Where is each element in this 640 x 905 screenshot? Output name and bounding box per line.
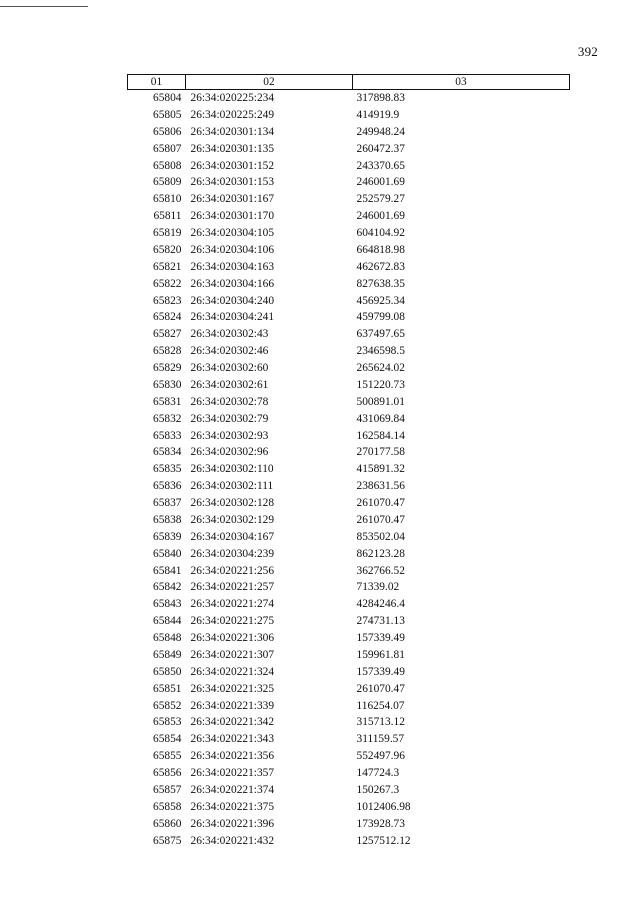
row-number-cell: 65806 [153, 125, 182, 138]
value-cell: 249948.24 [356, 125, 405, 138]
row-number-cell: 65839 [153, 530, 182, 543]
row-number-cell: 65838 [153, 513, 182, 526]
cadastral-number-cell: 26:34:020221:342 [190, 716, 275, 729]
row-number-cell: 65807 [153, 142, 182, 155]
cadastral-number-cell: 26:34:020221:356 [190, 750, 275, 763]
value-cell: 270177.58 [356, 446, 405, 459]
row-number-cell: 65823 [153, 294, 182, 307]
table-row [128, 309, 570, 326]
cadastral-number-cell: 26:34:020221:307 [190, 648, 275, 661]
row-number-cell: 65853 [153, 716, 182, 729]
row-number-cell: 65848 [153, 632, 182, 644]
cadastral-number-cell: 26:34:020225:249 [190, 108, 275, 121]
value-cell: 415891.32 [356, 463, 405, 476]
row-number-cell: 65875 [153, 834, 182, 847]
table-row [128, 259, 570, 276]
value-cell: 311159.57 [356, 733, 405, 746]
table-row [128, 512, 570, 529]
table-row [128, 141, 570, 158]
cadastral-number-cell: 26:34:020221:375 [190, 800, 275, 813]
table-row [128, 107, 570, 124]
cadastral-number-cell: 26:34:020301:134 [190, 125, 275, 138]
table-row [128, 411, 570, 428]
value-cell: 157339.49 [356, 632, 405, 644]
table-row [128, 276, 570, 293]
table-row [128, 681, 570, 698]
cadastral-number-cell: 26:34:020221:343 [190, 733, 275, 746]
table-row [128, 748, 570, 765]
table-row [128, 799, 570, 816]
value-cell: 664818.98 [356, 243, 405, 256]
value-cell: 414919.9 [356, 108, 400, 121]
value-cell: 462672.83 [356, 260, 405, 273]
row-number-cell: 65841 [153, 564, 182, 577]
row-number-cell: 65805 [153, 108, 182, 121]
value-cell: 827638.35 [356, 277, 405, 290]
table-row [128, 242, 570, 259]
table-row [128, 293, 570, 310]
value-cell: 261070.47 [356, 497, 405, 509]
row-number-cell: 65855 [153, 750, 182, 763]
value-cell: 853502.04 [356, 530, 405, 543]
row-number-cell: 65827 [153, 328, 182, 341]
row-number-cell: 65837 [153, 497, 182, 509]
table-row [128, 225, 570, 242]
cadastral-number-cell: 26:34:020302:61 [190, 378, 269, 391]
column-header-02: 02 [186, 75, 353, 90]
table-row [128, 731, 570, 748]
value-cell: 274731.13 [356, 615, 405, 628]
cadastral-number-cell: 26:34:020304:240 [190, 294, 275, 307]
column-header-01: 01 [128, 75, 186, 90]
cadastral-number-cell: 26:34:020304:167 [190, 530, 275, 543]
cadastral-number-cell: 26:34:020225:234 [190, 92, 275, 104]
table-body [128, 90, 570, 850]
table-row [128, 394, 570, 411]
row-number-cell: 65808 [153, 159, 182, 172]
cadastral-number-cell: 26:34:020304:106 [190, 243, 275, 256]
cadastral-number-cell: 26:34:020304:163 [190, 260, 275, 273]
value-cell: 151220.73 [356, 378, 405, 391]
value-cell: 862123.28 [356, 547, 405, 560]
row-number-cell: 65852 [153, 699, 182, 712]
value-cell: 238631.56 [356, 480, 405, 493]
cadastral-number-cell: 26:34:020302:43 [190, 328, 269, 341]
row-number-cell: 65832 [153, 412, 182, 425]
cadastral-number-cell: 26:34:020221:374 [190, 783, 275, 796]
table-row [128, 90, 570, 107]
data-table [127, 74, 570, 849]
value-cell: 159961.81 [356, 648, 405, 661]
value-cell: 162584.14 [356, 429, 405, 442]
cadastral-number-cell: 26:34:020302:110 [190, 463, 274, 476]
row-number-cell: 65820 [153, 243, 182, 256]
cadastral-number-cell: 26:34:020304:241 [190, 311, 275, 324]
data-table-container [127, 74, 569, 849]
value-cell: 243370.65 [356, 159, 405, 172]
value-cell: 315713.12 [356, 716, 405, 729]
cadastral-number-cell: 26:34:020221:325 [190, 682, 275, 695]
cadastral-number-cell: 26:34:020302:79 [190, 412, 269, 425]
table-row [128, 782, 570, 799]
value-cell: 265624.02 [356, 362, 405, 374]
cadastral-number-cell: 26:34:020221:256 [190, 564, 275, 577]
table-row [128, 816, 570, 833]
row-number-cell: 65854 [153, 733, 182, 746]
table-row [128, 833, 570, 850]
cadastral-number-cell: 26:34:020221:432 [190, 834, 275, 847]
value-cell: 252579.27 [356, 193, 405, 206]
value-cell: 71339.02 [356, 581, 400, 594]
row-number-cell: 65850 [153, 665, 182, 678]
row-number-cell: 65829 [153, 362, 182, 374]
table-row [128, 529, 570, 546]
value-cell: 362766.52 [356, 564, 405, 577]
value-cell: 1012406.98 [356, 800, 411, 813]
row-number-cell: 65856 [153, 767, 182, 779]
value-cell: 604104.92 [356, 227, 405, 239]
cadastral-number-cell: 26:34:020302:93 [190, 429, 269, 442]
table-row [128, 630, 570, 647]
row-number-cell: 65858 [153, 800, 182, 813]
cadastral-number-cell: 26:34:020301:170 [190, 210, 275, 223]
row-number-cell: 65843 [153, 598, 182, 611]
value-cell: 552497.96 [356, 750, 405, 763]
value-cell: 500891.01 [356, 395, 405, 408]
row-number-cell: 65828 [153, 345, 182, 358]
cadastral-number-cell: 26:34:020302:78 [190, 395, 269, 408]
value-cell: 157339.49 [356, 665, 405, 678]
row-number-cell: 65809 [153, 176, 182, 189]
cadastral-number-cell: 26:34:020301:152 [190, 159, 275, 172]
row-number-cell: 65851 [153, 682, 182, 695]
value-cell: 246001.69 [356, 210, 405, 223]
row-number-cell: 65857 [153, 783, 182, 796]
cadastral-number-cell: 26:34:020221:339 [190, 699, 275, 712]
value-cell: 637497.65 [356, 328, 405, 341]
value-cell: 147724.3 [356, 767, 400, 779]
value-cell: 261070.47 [356, 513, 405, 526]
cadastral-number-cell: 26:34:020301:167 [190, 193, 275, 206]
column-header-03: 03 [353, 75, 570, 90]
cadastral-number-cell: 26:34:020221:324 [190, 665, 275, 678]
cadastral-number-cell: 26:34:020221:357 [190, 767, 275, 779]
row-number-cell: 65831 [153, 395, 182, 408]
table-row [128, 377, 570, 394]
row-number-cell: 65844 [153, 615, 182, 628]
cadastral-number-cell: 26:34:020302:129 [190, 513, 275, 526]
table-row [128, 158, 570, 175]
table-row [128, 714, 570, 731]
table-row [128, 546, 570, 563]
value-cell: 1257512.12 [356, 834, 411, 847]
cadastral-number-cell: 26:34:020302:111 [190, 480, 274, 493]
row-number-cell: 65821 [153, 260, 182, 273]
row-number-cell: 65836 [153, 480, 182, 493]
table-row [128, 360, 570, 377]
table-row [128, 478, 570, 495]
table-row [128, 698, 570, 715]
value-cell: 150267.3 [356, 783, 400, 796]
cadastral-number-cell: 26:34:020304:105 [190, 227, 275, 239]
header-rule [0, 6, 88, 7]
table-row [128, 208, 570, 225]
table-row [128, 428, 570, 445]
table-row [128, 174, 570, 191]
cadastral-number-cell: 26:34:020301:135 [190, 142, 275, 155]
cadastral-number-cell: 26:34:020301:153 [190, 176, 275, 189]
table-row [128, 461, 570, 478]
row-number-cell: 65819 [153, 227, 182, 239]
row-number-cell: 65822 [153, 277, 182, 290]
cadastral-number-cell: 26:34:020302:46 [190, 345, 269, 358]
row-number-cell: 65833 [153, 429, 182, 442]
cadastral-number-cell: 26:34:020302:96 [190, 446, 269, 459]
table-row [128, 191, 570, 208]
row-number-cell: 65804 [153, 92, 182, 104]
cadastral-number-cell: 26:34:020221:306 [190, 632, 275, 644]
table-header [128, 75, 570, 90]
row-number-cell: 65835 [153, 463, 182, 476]
cadastral-number-cell: 26:34:020302:128 [190, 497, 275, 509]
value-cell: 431069.84 [356, 412, 405, 425]
table-row [128, 765, 570, 782]
cadastral-number-cell: 26:34:020304:166 [190, 277, 275, 290]
cadastral-number-cell: 26:34:020221:274 [190, 598, 275, 611]
cadastral-number-cell: 26:34:020221:275 [190, 615, 275, 628]
value-cell: 317898.83 [356, 92, 405, 104]
value-cell: 116254.07 [356, 699, 405, 712]
cadastral-number-cell: 26:34:020221:257 [190, 581, 275, 594]
table-row [128, 495, 570, 512]
cadastral-number-cell: 26:34:020304:239 [190, 547, 275, 560]
table-row [128, 343, 570, 360]
row-number-cell: 65840 [153, 547, 182, 560]
table-row [128, 613, 570, 630]
row-number-cell: 65860 [153, 817, 182, 830]
table-header-row [128, 75, 570, 90]
row-number-cell: 65830 [153, 378, 182, 391]
row-number-cell: 65824 [153, 311, 182, 324]
table-row [128, 579, 570, 596]
value-cell: 4284246.4 [356, 598, 405, 611]
table-row [128, 664, 570, 681]
table-row [128, 124, 570, 141]
value-cell: 246001.69 [356, 176, 405, 189]
table-row [128, 444, 570, 461]
value-cell: 2346598.5 [356, 345, 405, 358]
table-row [128, 326, 570, 343]
row-number-cell: 65842 [153, 581, 182, 594]
value-cell: 260472.37 [356, 142, 405, 155]
table-row [128, 647, 570, 664]
table-row [128, 596, 570, 613]
value-cell: 456925.34 [356, 294, 405, 307]
cadastral-number-cell: 26:34:020302:60 [190, 362, 269, 374]
cadastral-number-cell: 26:34:020221:396 [190, 817, 275, 830]
row-number-cell: 65849 [153, 648, 182, 661]
page-number: 392 [577, 44, 598, 59]
value-cell: 261070.47 [356, 682, 405, 695]
row-number-cell: 65810 [153, 193, 182, 206]
value-cell: 173928.73 [356, 817, 405, 830]
row-number-cell: 65811 [153, 210, 182, 223]
table-row [128, 563, 570, 580]
value-cell: 459799.08 [356, 311, 405, 324]
row-number-cell: 65834 [153, 446, 182, 459]
